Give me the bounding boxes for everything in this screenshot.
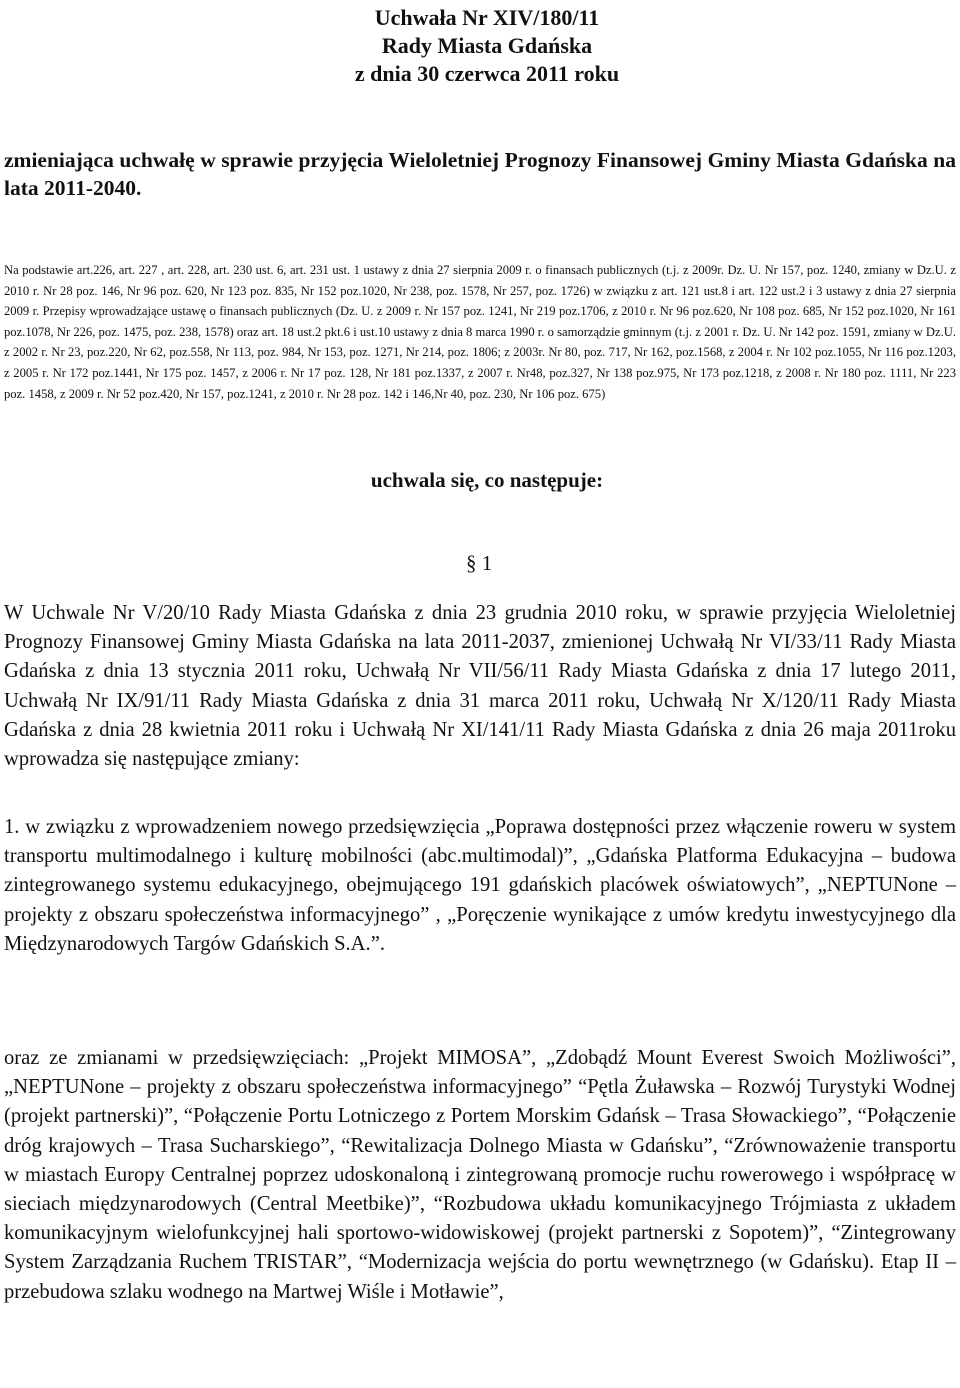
section-mark: § 1 — [466, 551, 493, 575]
resolution-heading: uchwala się, co następuje: — [370, 468, 604, 492]
paragraph-new-projects: 1. w związku z wprowadzeniem nowego przedsięwzięcia „Poprawa dostępności przez włączenie roweru w system transportu multimodalnego i kulturę mobilności (abc.multimodal)”, „Gdańska Platforma Edukacyjna – budowa zintegrowanego systemu edukacyjnego, obejmującego 191 gdańskich placówek oświatowych”, „NEPTUNone – projekty z obszaru społeczeństwa informacyjnego” , „Poręczenie wynikające z umów kredytu inwestycyjnego dla Międzynarodowych Targów Gdańskich S.A.”. — [4, 816, 956, 955]
paragraph-changed-projects: oraz ze zmianami w przedsięwzięciach: „Projekt MIMOSA”, „Zdobądź Mount Everest Swoich Możliwości”, „NEPTUNone – projekty z obszaru społeczeństwa informacyjnego” “Pętla Żuławska – Rozwój Turystyki Wodnej (projekt partnerski)”, “Połączenie Portu Lotniczego z Portem Morskim Gdańsk – Trasa Słowackiego”, “Połączenie dróg krajowych – Trasa Sucharskiego”, “Rewitalizacja Dolnego Miasta w Gdańsku”, “Zrównoważenie transportu w miastach Europy Centralnej poprzez udoskonaloną i zintegrowaną promocje ruchu rowerowego i współpracę w sieciach międzynarodowych (Central Meetbike)”, “Rozbudowa układu komunikacyjnego Trójmiasta z układem komunikacyjnym wielofunkcyjnej hali sportowo-widowiskowej (projekt partnerski z Sopotem)”, “Zintegrowany System Zarządzania Ruchem TRISTAR”, “Modernizacja wejścia do portu wewnętrznego (w Gdańsku). Etap II – przebudowa szlaku wodnego na Martwej Wiśle i Motławie”, — [4, 1047, 956, 1303]
paragraph-amended-resolutions: W Uchwale Nr V/20/10 Rady Miasta Gdańska z dnia 23 grudnia 2010 roku, w sprawie przyjęcia Wieloletniej Prognozy Finansowej Gminy Miasta Gdańska na lata 2011-2037, zmienionej Uchwałą Nr VI/33/11 Rady Miasta Gdańska z dnia 13 stycznia 2011 roku, Uchwałą Nr VII/56/11 Rady Miasta Gdańska z dnia 17 lutego 2011, Uchwałą Nr IX/91/11 Rady Miasta Gdańska z dnia 31 marca 2011 roku, Uchwałą Nr X/120/11 Rady Miasta Gdańska z dnia 28 kwietnia 2011 roku i Uchwałą Nr XI/141/11 Rady Miasta Gdańska z dnia 26 maja 2011roku wprowadza się następujące zmiany: — [4, 602, 956, 771]
resolution-number: Uchwała Nr XIV/180/11 — [374, 5, 600, 30]
resolution-subject: zmieniająca uchwałę w sprawie przyjęcia Wieloletniej Prognozy Finansowej Gminy Miasta Gdańska na lata 2011-2040. — [4, 148, 956, 200]
council-name: Rady Miasta Gdańska — [381, 33, 593, 58]
resolution-header — [0, 4, 960, 88]
resolution-date: z dnia 30 czerwca 2011 roku — [354, 61, 620, 86]
legal-basis: Na podstawie art.226, art. 227 , art. 228, art. 230 ust. 6, art. 231 ust. 1 ustawy z dnia 27 sierpnia 2009 r. o finansach publicznych (t.j. z 2009r. Dz. U. Nr 157, poz. 1240, zmiany w Dz.U. z 2010 r. Nr 28 poz. 146, Nr 96 poz. 620, Nr 123 poz. 835, Nr 152 poz.1020, Nr 238, poz. 1578, Nr 257, poz. 1726) w związku z art. 121 ust.8 i art. 122 ust.2 i 3 ustawy z dnia 27 sierpnia 2009 r. Przepisy wprowadzające ustawę o finansach publicznych (Dz. U. z 2009 r. Nr 157 poz. 1241, Nr 219 poz.1706, z 2010 r. Nr 96 poz.620, Nr 108 poz. 685, Nr 152 poz.1020, Nr 161 poz.1078, Nr 226, poz. 1475, poz. 238, 1578) oraz art. 18 ust.2 pkt.6 i ust.10 ustawy z dnia 8 marca 1990 r. o samorządzie gminnym (t.j. z 2001 r. Dz. U. Nr 142 poz. 1591, zmiany w Dz.U. z 2002 r. Nr 23, poz.220, Nr 62, poz.558, Nr 113, poz. 984, Nr 153, poz. 1271, Nr 214, poz. 1806; z 2003r. Nr 80, poz. 717, Nr 162, poz.1568, z 2004 r. Nr 102 poz.1055, Nr 116 poz.1203, z 2005 r. Nr 172 poz.1441, Nr 175 poz. 1457, z 2006 r. Nr 17 poz. 128, Nr 181 poz.1337, z 2007 r. Nr48, poz.327, Nr 138 poz.975, Nr 173 poz.1218, z 2008 r. Nr 180 poz. 1111, Nr 223 poz. 1458, z 2009 r. Nr 52 poz.420, Nr 157, poz.1241, z 2010 r. Nr 28 poz. 142 i 146,Nr 40, poz. 230, Nr 106 poz. 675) — [4, 263, 956, 401]
